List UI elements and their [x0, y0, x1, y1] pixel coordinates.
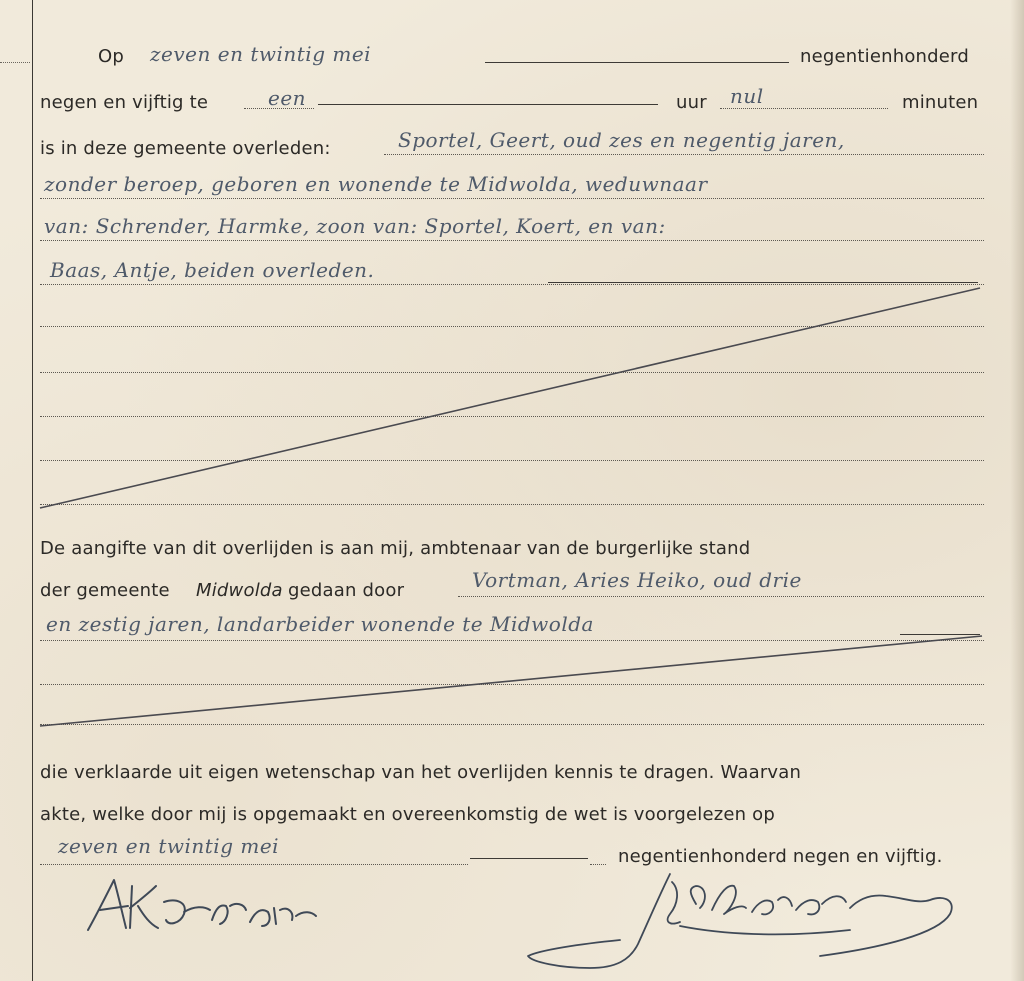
handwritten-declarant-1: Vortman, Aries Heiko, oud drie [472, 568, 802, 592]
text-op: Op [98, 46, 124, 67]
handwritten-date: zeven en twintig mei [150, 42, 372, 66]
handwritten-line-5: van: Schrender, Harmke, zoon van: Sportel, Koert, en van: [44, 214, 666, 238]
handwritten-line-3: Sportel, Geert, oud zes en negentig jaren, [398, 128, 845, 152]
signature-declarant [80, 872, 350, 942]
text-gedaan-door: gedaan door [288, 580, 405, 601]
text-der-gemeente: der gemeente [40, 580, 170, 601]
text-municipality: Midwolda [196, 580, 283, 601]
handwritten-minutes: nul [730, 84, 764, 108]
handwritten-closing-date: zeven en twintig mei [58, 834, 280, 858]
text-closing: negentienhonderd negen en vijftig. [618, 846, 943, 867]
text-overleden: is in deze gemeente overleden: [40, 138, 331, 159]
text-akte: akte, welke door mij is opgemaakt en overeenkomstig de wet is voorgelezen op [40, 804, 776, 825]
text-aangifte: De aangifte van dit overlijden is aan mij, ambtenaar van de burgerlijke stand [40, 538, 751, 559]
text-negentienhonderd: negentienhonderd [800, 46, 969, 67]
text-negen-en-vijftig-te: negen en vijftig te [40, 92, 209, 113]
dotted-line-closing-date [40, 864, 468, 865]
handwritten-declarant-2: en zestig jaren, landarbeider wonende te Midwolda [46, 612, 594, 636]
text-minuten: minuten [902, 92, 979, 113]
text-verklaarde: die verklaarde uit eigen wetenschap van het overlijden kennis te dragen. Waarvan [40, 762, 802, 783]
text-uur: uur [676, 92, 707, 113]
handwritten-hour: een [268, 86, 307, 110]
handwritten-line-6: Baas, Antje, beiden overleden. [50, 258, 375, 282]
signature-registrar [520, 864, 970, 974]
handwritten-line-4: zonder beroep, geboren en wonende te Midwolda, weduwnaar [44, 172, 708, 196]
blank-line-closing [470, 858, 588, 859]
